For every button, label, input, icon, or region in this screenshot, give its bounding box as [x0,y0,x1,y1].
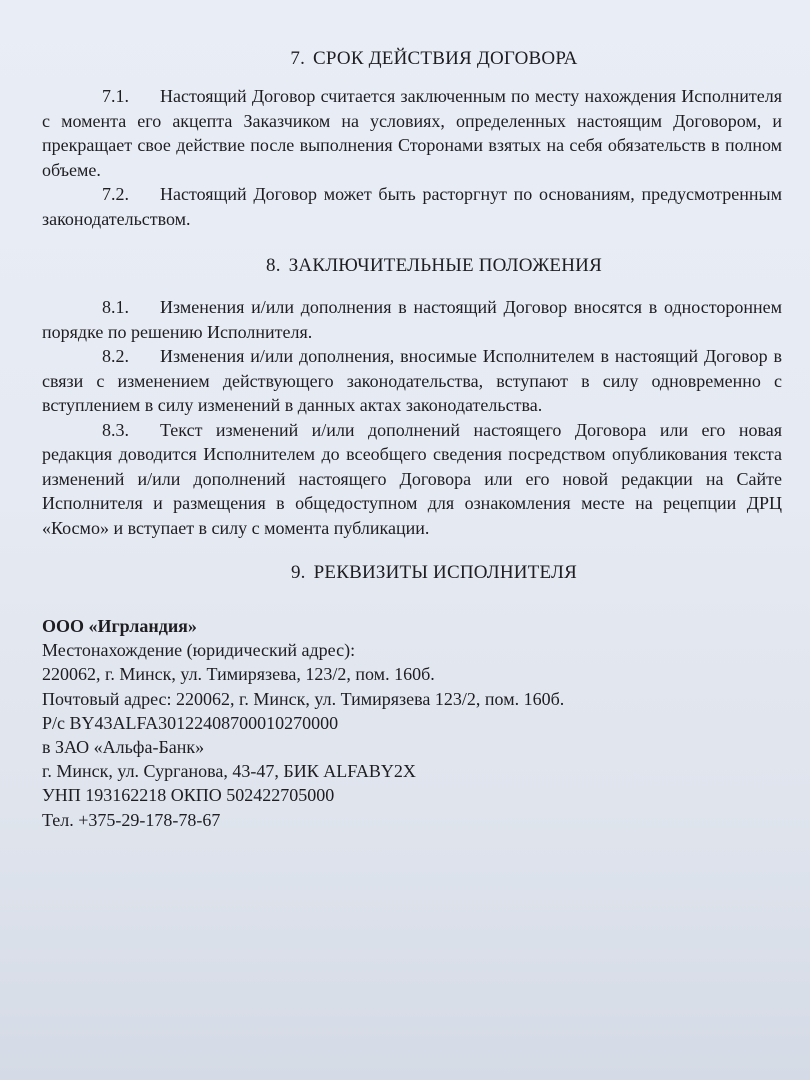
section-9-heading [42,562,782,584]
company-name: ООО «Игрландия» [42,616,197,636]
legal-address-label: Местонахождение (юридический адрес): [42,640,356,661]
paragraph-text: Изменения и/или дополнения в настоящий Договор вносятся в одностороннем порядке по решению Исполнителя. [42,297,782,342]
paragraph-7-2 [42,182,782,231]
section-7-number: 7. [290,48,306,69]
contractor-details [42,614,782,832]
paragraph-8-3 [42,418,782,541]
paragraph-number: 8.2. [102,346,129,366]
section-7-title: СРОК ДЕЙСТВИЯ ДОГОВОРА [313,48,578,69]
paragraph-number: 7.2. [102,184,129,204]
paragraph-text: Настоящий Договор считается заключенным по месту нахождения Исполнителя с момента его акцепта Заказчиком на условиях, определенных настоящим Договором, и прекращает свое действие после выполнения Сторонами взятых на себя обязательств в полном объеме. [42,86,782,180]
section-9-title: РЕКВИЗИТЫ ИСПОЛНИТЕЛЯ [313,562,577,583]
bank-name: в ЗАО «Альфа-Банк» [42,737,205,758]
section-8-heading [42,255,782,277]
section-8-number: 8. [266,255,281,276]
legal-address: 220062, г. Минск, ул. Тимирязева, 123/2, пом. 160б. [42,664,435,685]
paragraph-7-1 [42,84,782,182]
paragraph-8-1 [42,295,782,344]
paragraph-text: Текст изменений и/или дополнений настоящего Договора или его новая редакция доводится Исполнителем до всеобщего сведения посредством опубликования текста изменений и/или дополнений настоящего Договора или его новой редакции на Сайте Исполнителя и размещения в общедоступном для ознакомления месте на рецепции ДРЦ «Космо» и вступает в силу с момента публикации. [42,419,782,538]
bank-address: г. Минск, ул. Сурганова, 43-47, БИК ALFABY2X [42,761,416,782]
paragraph-8-2 [42,344,782,418]
bank-account: Р/с BY43ALFA30122408700010270000 [42,712,339,733]
phone: Тел. +375-29-178-78-67 [42,809,221,830]
section-9-number: 9. [290,562,306,583]
postal-address: Почтовый адрес: 220062, г. Минск, ул. Тимирязева 123/2, пом. 160б. [42,688,565,709]
paragraph-number: 8.1. [102,297,129,317]
paragraph-number: 8.3. [102,419,129,440]
paragraph-number: 7.1. [102,86,129,106]
paragraph-text: Настоящий Договор может быть расторгнут по основаниям, предусмотренным законодательством. [42,184,782,229]
tax-ids: УНП 193162218 ОКПО 502422705000 [42,785,335,806]
section-7-heading [42,48,782,70]
paragraph-text: Изменения и/или дополнения, вносимые Исполнителем в настоящий Договор в связи с изменением действующего законодательства, вступают в силу одновременно с вступлением в силу изменений в данных актах законодательства. [42,346,782,415]
section-8-title: ЗАКЛЮЧИТЕЛЬНЫЕ ПОЛОЖЕНИЯ [288,255,602,276]
